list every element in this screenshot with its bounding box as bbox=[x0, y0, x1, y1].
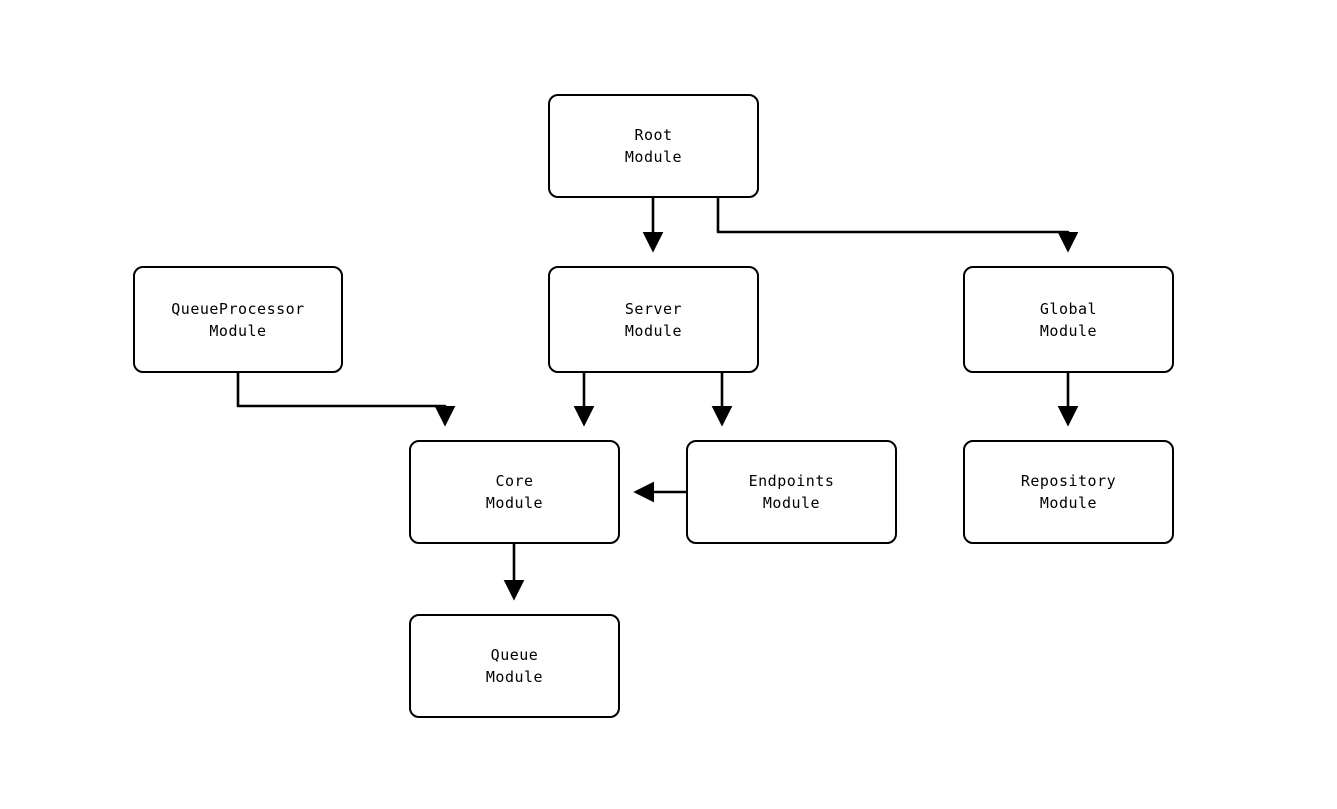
node-queueprocessor-module[interactable] bbox=[133, 266, 343, 373]
node-label-line1: Queue bbox=[490, 646, 539, 664]
node-label-line1: Endpoints bbox=[748, 472, 835, 490]
node-label-line2: Module bbox=[209, 321, 267, 340]
node-endpoints-module[interactable] bbox=[686, 440, 897, 544]
node-queue-module[interactable] bbox=[409, 614, 620, 718]
node-root-module[interactable] bbox=[548, 94, 759, 198]
node-global-module[interactable] bbox=[963, 266, 1174, 373]
edge-root-global bbox=[718, 198, 1068, 248]
node-label-line2: Module bbox=[485, 668, 544, 686]
node-label-line2: Module bbox=[485, 494, 544, 512]
node-label-line2: Module bbox=[624, 321, 683, 340]
node-label-line1: Server bbox=[624, 299, 683, 318]
node-label-line1: QueueProcessor bbox=[171, 299, 305, 318]
node-label-line2: Module bbox=[762, 494, 821, 512]
node-label-line2: Module bbox=[1039, 321, 1098, 340]
node-label-line2: Module bbox=[624, 148, 683, 166]
node-repository-module[interactable] bbox=[963, 440, 1174, 544]
node-server-module[interactable] bbox=[548, 266, 759, 373]
node-core-module[interactable] bbox=[409, 440, 620, 544]
edge-queueprocessor-core bbox=[238, 373, 445, 422]
node-label-line1: Global bbox=[1039, 299, 1098, 318]
node-label-line1: Core bbox=[495, 472, 534, 490]
node-label-line1: Root bbox=[634, 126, 673, 144]
node-label-line2: Module bbox=[1039, 494, 1098, 512]
node-label-line1: Repository bbox=[1020, 472, 1117, 490]
